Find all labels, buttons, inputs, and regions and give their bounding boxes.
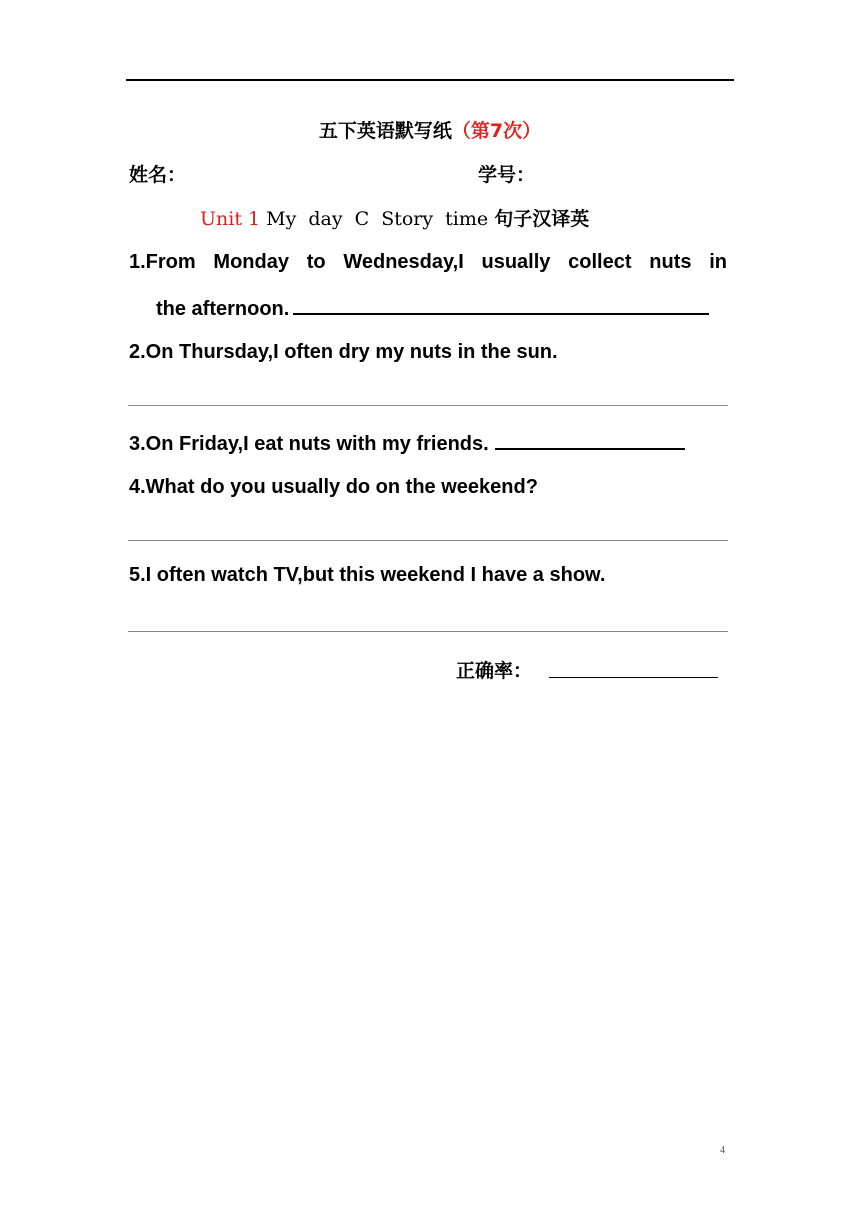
question-3 [129,433,685,456]
answer-line-4[interactable] [128,540,728,541]
instruction-label: 句子汉译英 [494,208,590,230]
question-1-line-2 [156,298,709,321]
title-main: 五下英语默写纸 [318,120,452,142]
accuracy-blank[interactable] [549,677,718,678]
page-title [0,116,860,143]
unit-label: Unit 1 [200,208,261,230]
question-1-text: the afternoon. [156,298,290,320]
header-rule [126,79,734,81]
answer-blank-1[interactable] [293,313,709,315]
question-3-text: 3.On Friday,I eat nuts with my friends. [129,433,489,455]
accuracy-label: 正确率： [456,660,533,682]
question-4: 4.What do you usually do on the weekend? [129,476,538,498]
lesson-label: My day C Story time [266,208,489,230]
question-2: 2.On Thursday,I often dry my nuts in the sun. [129,341,558,363]
answer-line-2[interactable] [128,405,728,406]
name-label: 姓名： [129,164,187,186]
page-number: 4 [720,1145,725,1156]
number-label: 学号： [478,164,536,186]
question-1-line-1: 1.From Monday to Wednesday,I usually collect nuts in [129,251,727,273]
answer-blank-3[interactable] [495,448,685,450]
question-5: 5.I often watch TV,but this weekend I have a show. [129,564,606,586]
section-heading [200,204,589,231]
title-round: （第7次） [451,120,542,142]
answer-line-5[interactable] [128,631,728,632]
